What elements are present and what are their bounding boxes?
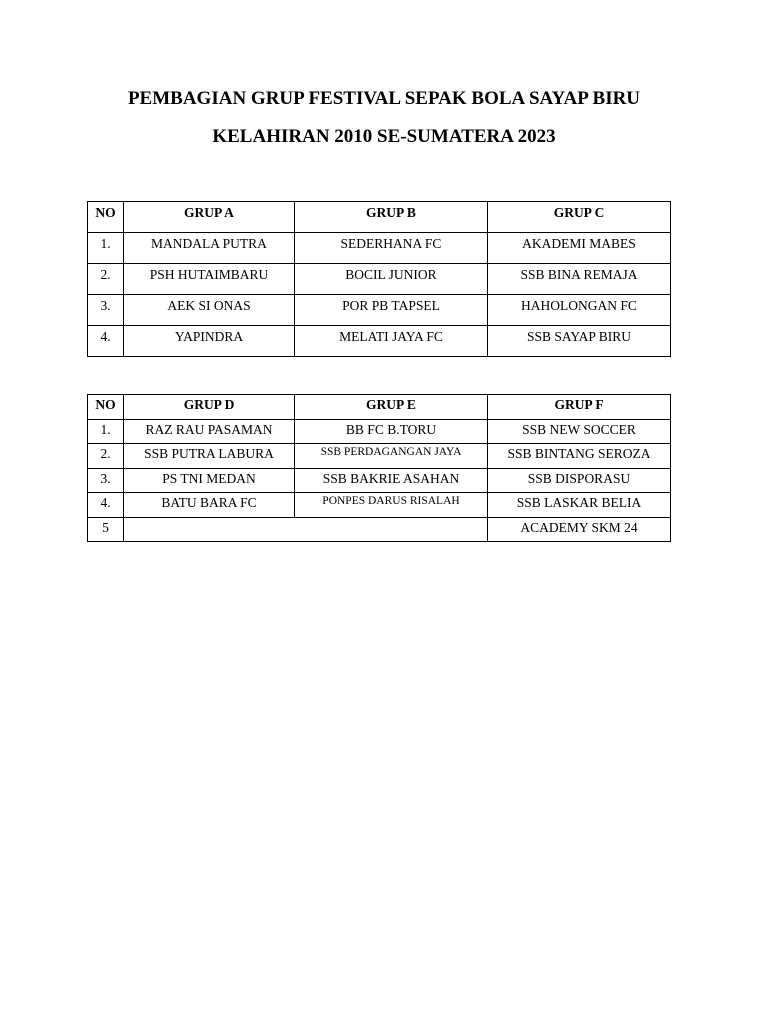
team-cell: SEDERHANA FC bbox=[295, 233, 488, 264]
table-row bbox=[88, 444, 671, 469]
team-cell: BATU BARA FC bbox=[124, 493, 295, 518]
row-number: 4. bbox=[88, 326, 124, 357]
team-cell: SSB DISPORASU bbox=[488, 468, 671, 493]
team-cell: HAHOLONGAN FC bbox=[488, 295, 671, 326]
row-number: 3. bbox=[88, 295, 124, 326]
table-header-row bbox=[88, 395, 671, 420]
team-cell: SSB SAYAP BIRU bbox=[488, 326, 671, 357]
group-table-a-b-c bbox=[87, 201, 671, 357]
table-header-row bbox=[88, 202, 671, 233]
team-cell: BOCIL JUNIOR bbox=[295, 264, 488, 295]
team-cell: YAPINDRA bbox=[124, 326, 295, 357]
row-number: 3. bbox=[88, 468, 124, 493]
table-row bbox=[88, 493, 671, 518]
table-row bbox=[88, 295, 671, 326]
team-cell: SSB PERDAGANGAN JAYA bbox=[295, 444, 488, 469]
header-grup-c: GRUP C bbox=[488, 202, 671, 233]
row-number: 2. bbox=[88, 264, 124, 295]
group-table-d-e-f bbox=[87, 394, 671, 542]
team-cell: SSB BINA REMAJA bbox=[488, 264, 671, 295]
team-cell: SSB BAKRIE ASAHAN bbox=[295, 468, 488, 493]
table-row bbox=[88, 517, 671, 542]
team-cell: SSB BINTANG SEROZA bbox=[488, 444, 671, 469]
document-title-line-1: PEMBAGIAN GRUP FESTIVAL SEPAK BOLA SAYAP BIRU bbox=[127, 88, 641, 109]
team-cell: AKADEMI MABES bbox=[488, 233, 671, 264]
table-row bbox=[88, 468, 671, 493]
table-row bbox=[88, 419, 671, 444]
team-cell: MANDALA PUTRA bbox=[124, 233, 295, 264]
row-number: 2. bbox=[88, 444, 124, 469]
empty-merged-cell bbox=[124, 517, 488, 542]
table-row bbox=[88, 326, 671, 357]
document-title-line-2: KELAHIRAN 2010 SE-SUMATERA 2023 bbox=[212, 126, 556, 147]
table-row bbox=[88, 233, 671, 264]
team-cell: BB FC B.TORU bbox=[295, 419, 488, 444]
team-cell: SSB PUTRA LABURA bbox=[124, 444, 295, 469]
row-number: 5 bbox=[88, 517, 124, 542]
header-grup-a: GRUP A bbox=[124, 202, 295, 233]
team-cell: SSB NEW SOCCER bbox=[488, 419, 671, 444]
team-cell: SSB LASKAR BELIA bbox=[488, 493, 671, 518]
team-cell: PS TNI MEDAN bbox=[124, 468, 295, 493]
row-number: 4. bbox=[88, 493, 124, 518]
header-grup-f: GRUP F bbox=[488, 395, 671, 420]
header-no: NO bbox=[88, 202, 124, 233]
header-grup-d: GRUP D bbox=[124, 395, 295, 420]
team-cell: AEK SI ONAS bbox=[124, 295, 295, 326]
row-number: 1. bbox=[88, 419, 124, 444]
team-cell: PONPES DARUS RISALAH bbox=[295, 493, 488, 518]
header-grup-b: GRUP B bbox=[295, 202, 488, 233]
header-no: NO bbox=[88, 395, 124, 420]
row-number: 1. bbox=[88, 233, 124, 264]
team-cell: MELATI JAYA FC bbox=[295, 326, 488, 357]
table-row bbox=[88, 264, 671, 295]
team-cell: RAZ RAU PASAMAN bbox=[124, 419, 295, 444]
team-cell: POR PB TAPSEL bbox=[295, 295, 488, 326]
team-cell: PSH HUTAIMBARU bbox=[124, 264, 295, 295]
team-cell: ACADEMY SKM 24 bbox=[488, 517, 671, 542]
header-grup-e: GRUP E bbox=[295, 395, 488, 420]
